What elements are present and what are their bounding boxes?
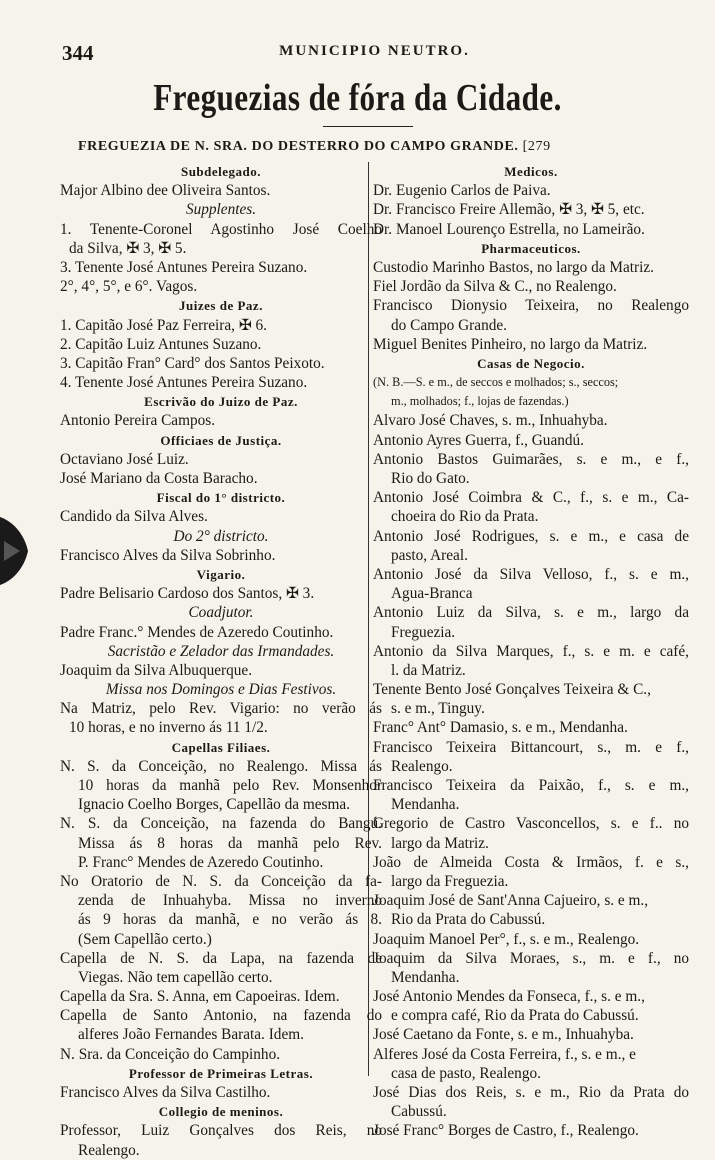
section-heading-text: FREGUEZIA DE N. SRA. DO DESTERRO DO CAMPO GRANDE. bbox=[78, 139, 519, 154]
left-column-line: 3. Tenente José Antunes Pereira Suzano. bbox=[60, 258, 308, 276]
left-column-line: Sacristão e Zelador das Irmandades. bbox=[107, 642, 335, 660]
right-column-line: Francisco Teixeira Bittancourt, s., m. e f., bbox=[373, 738, 689, 756]
right-column-line: Joaquim da Silva Moraes, s., m. e f., no bbox=[373, 949, 689, 967]
right-column-line: Franc° Ant° Damasio, s. e m., Mendanha. bbox=[373, 719, 628, 737]
right-column-line: m., molhados; f., lojas de fazendas.) bbox=[391, 394, 569, 409]
left-column-heading: Professor de Primeiras Letras. bbox=[128, 1065, 314, 1081]
right-column-line: Antonio José Coimbra & C., f., s. e m., Ca- bbox=[373, 489, 689, 507]
right-column-line: João de Almeida Costa & Irmãos, f. e s., bbox=[373, 853, 689, 871]
left-column-heading: Subdelegado. bbox=[180, 164, 262, 179]
right-column-line: Joaquim Manoel Per°, f., s. e m., Realengo. bbox=[373, 930, 640, 948]
right-column-line: choeira do Rio da Prata. bbox=[391, 508, 539, 526]
right-column-line: largo da Matriz. bbox=[391, 834, 489, 852]
right-column-line: largo da Freguezia. bbox=[391, 872, 509, 890]
left-column-line: Padre Belisario Cardoso dos Santos, ✠ 3. bbox=[60, 585, 315, 603]
left-column bbox=[60, 162, 382, 1160]
right-column-heading: Medicos. bbox=[504, 164, 558, 179]
right-column-line: Antonio José Rodrigues, s. e m., e casa de bbox=[373, 527, 689, 545]
left-column-line: 3. Capitão Fran° Card° dos Santos Peixoto. bbox=[60, 354, 325, 372]
right-column-line: Rio da Prata do Cabussú. bbox=[391, 911, 546, 929]
right-column-line: Antonio José da Silva Velloso, f., s. e m., bbox=[373, 565, 689, 583]
right-column-line: Realengo. bbox=[391, 757, 453, 775]
left-column-line: Ignacio Coelho Borges, Capellão da mesma. bbox=[78, 796, 351, 814]
left-column-line: Capella da Sra. S. Anna, em Capoeiras. Idem. bbox=[60, 988, 340, 1006]
right-column-line: Agua-Branca bbox=[391, 585, 473, 603]
left-column-line: P. Franc° Mendes de Azeredo Coutinho. bbox=[78, 853, 324, 871]
left-column-line: alferes João Fernandes Barata. Idem. bbox=[78, 1026, 304, 1044]
right-column-line: Alferes José da Costa Ferreira, f., s. e m., e bbox=[373, 1045, 636, 1063]
right-column-line: Joaquim José de Sant'Anna Cajueiro, s. e m., bbox=[373, 892, 649, 910]
right-column-line: Alvaro José Chaves, s. m., Inhuahyba. bbox=[373, 412, 608, 430]
left-column-heading: Escrivão do Juizo de Paz. bbox=[144, 394, 298, 410]
left-column-line: 4. Tenente José Antunes Pereira Suzano. bbox=[60, 374, 308, 392]
right-column-line: José Caetano da Fonte, s. e m., Inhuahyba. bbox=[373, 1026, 634, 1044]
title-rule bbox=[323, 126, 413, 127]
left-column-line: zenda de Inhuahyba. Missa no inverno bbox=[78, 892, 382, 910]
right-column-heading: Pharmaceuticos. bbox=[481, 240, 581, 256]
right-column-line: Dr. Manoel Lourenço Estrella, no Lameirão. bbox=[373, 220, 645, 238]
left-column-line: ás 9 horas da manhã, e no verão ás 8. bbox=[78, 911, 382, 929]
left-column-line: 10 horas, e no inverno ás 11 1/2. bbox=[69, 719, 268, 737]
left-column-line: N. S. da Conceição, no Realengo. Missa ás bbox=[60, 757, 382, 775]
right-column-line: pasto, Areal. bbox=[391, 546, 468, 564]
left-column-line: Francisco Alves da Silva Castilho. bbox=[60, 1084, 271, 1101]
left-column-line: Professor, Luiz Gonçalves dos Reis, no bbox=[60, 1122, 382, 1140]
left-column-line: (Sem Capellão certo.) bbox=[78, 930, 212, 948]
left-column-line: Francisco Alves da Silva Sobrinho. bbox=[60, 546, 276, 564]
right-column-line: Cabussú. bbox=[391, 1103, 447, 1121]
left-column-heading: Fiscal do 1° districto. bbox=[156, 490, 286, 506]
binding-ink-blot bbox=[0, 511, 36, 591]
running-header bbox=[62, 41, 687, 65]
right-column-line: Gregorio de Castro Vasconcellos, s. e f.. no bbox=[373, 815, 689, 833]
left-column-line: Candido da Silva Alves. bbox=[60, 508, 208, 526]
left-column-line: Missa nos Domingos e Dias Festivos. bbox=[105, 681, 337, 699]
page-number: 344 bbox=[62, 41, 94, 65]
right-column-line: Custodio Marinho Bastos, no largo da Matriz. bbox=[373, 258, 654, 276]
left-column-heading: Vigario. bbox=[196, 566, 246, 582]
left-column-line: Antonio Pereira Campos. bbox=[60, 412, 216, 430]
left-column-heading: Officiaes de Justiça. bbox=[160, 432, 282, 448]
right-column-line: Dr. Eugenio Carlos de Paiva. bbox=[373, 182, 551, 200]
running-title: MUNICIPIO NEUTRO. bbox=[279, 43, 470, 59]
section-heading bbox=[78, 139, 698, 155]
left-column-line: Capella de N. S. da Lapa, na fazenda de bbox=[60, 949, 382, 967]
right-column-line: Fiel Jordão da Silva & C., no Realengo. bbox=[373, 278, 617, 296]
left-column-line: Coadjutor. bbox=[188, 604, 254, 622]
left-column-line: José Mariano da Costa Baracho. bbox=[60, 470, 258, 487]
left-column-line: Do 2° districto. bbox=[173, 527, 269, 545]
right-column-line: Francisco Dionysio Teixeira, no Realengo bbox=[373, 297, 689, 315]
left-column-line: 2. Capitão Luiz Antunes Suzano. bbox=[60, 335, 262, 353]
right-column-line: Francisco Teixeira da Paixão, f., s. e m., bbox=[373, 777, 689, 794]
left-column-line: Viegas. Não tem capellão certo. bbox=[78, 968, 273, 986]
right-column bbox=[373, 162, 689, 1141]
left-column-heading: Collegio de meninos. bbox=[158, 1104, 284, 1120]
right-column-line: casa de pasto, Realengo. bbox=[391, 1064, 541, 1082]
right-column-line: do Campo Grande. bbox=[391, 316, 507, 334]
left-column-heading: Capellas Filiaes. bbox=[171, 739, 271, 755]
left-column-line: Octaviano José Luiz. bbox=[60, 450, 189, 468]
left-column-line: N. S. da Conceição, na fazenda do Bangú. bbox=[60, 815, 382, 833]
right-column-heading: Casas de Negocio. bbox=[477, 355, 585, 371]
right-column-line: Miguel Benites Pinheiro, no largo da Matriz. bbox=[373, 335, 648, 353]
right-column-line: Rio do Gato. bbox=[391, 470, 470, 487]
right-column-line: Antonio da Silva Marques, f., s. e m. e café, bbox=[373, 642, 689, 660]
right-column-line: (N. B.—S. e m., de seccos e molhados; s., seccos; bbox=[373, 375, 619, 390]
right-column-line: Dr. Francisco Freire Allemão, ✠ 3, ✠ 5, etc. bbox=[373, 201, 645, 219]
left-column-line: 1. Capitão José Paz Ferreira, ✠ 6. bbox=[60, 316, 267, 334]
right-column-line: Tenente Bento José Gonçalves Teixeira & C., bbox=[373, 681, 651, 699]
section-reference: [279 bbox=[522, 139, 551, 154]
left-column-line: N. Sra. da Conceição do Campinho. bbox=[60, 1045, 281, 1063]
left-column-heading: Juizes de Paz. bbox=[179, 298, 263, 314]
left-column-line: Padre Franc.° Mendes de Azeredo Coutinho. bbox=[60, 623, 334, 641]
right-column-line: Freguezia. bbox=[391, 623, 456, 641]
right-column-line: e compra café, Rio da Prata do Cabussú. bbox=[391, 1007, 639, 1025]
left-column-line: No Oratorio de N. S. da Conceição da fa- bbox=[60, 872, 382, 890]
right-column-line: s. e m., Tinguy. bbox=[391, 700, 485, 718]
right-column-line: José Antonio Mendes da Fonseca, f., s. e m., bbox=[373, 988, 645, 1006]
right-column-line: Antonio Luiz da Silva, s. e m., largo da bbox=[373, 604, 689, 622]
left-column-line: da Silva, ✠ 3, ✠ 5. bbox=[69, 239, 187, 257]
right-column-line: Mendanha. bbox=[391, 968, 460, 986]
left-column-line: 10 horas da manhã pelo Rev. Monsenhor bbox=[78, 777, 382, 794]
right-column-line: José Franc° Borges de Castro, f., Realengo. bbox=[373, 1122, 639, 1140]
right-column-line: l. da Matriz. bbox=[391, 661, 466, 679]
right-column-line: Antonio Bastos Guimarães, s. e m., e f., bbox=[373, 450, 689, 468]
left-column-line: Supplentes. bbox=[185, 201, 257, 219]
left-column-line: Major Albino dee Oliveira Santos. bbox=[60, 182, 271, 200]
left-column-line: Realengo. bbox=[78, 1141, 140, 1159]
left-column-line: Na Matriz, pelo Rev. Vigario: no verão ás bbox=[60, 700, 382, 718]
right-column-line: Antonio Ayres Guerra, f., Guandú. bbox=[373, 431, 585, 449]
right-column-line: Mendanha. bbox=[391, 796, 460, 814]
page-title: Freguezias de fóra da Cidade. bbox=[153, 77, 562, 119]
left-column-line: Capella de Santo Antonio, na fazenda do bbox=[60, 1007, 382, 1025]
left-column-line: Missa ás 8 horas da manhã pelo Rev. bbox=[78, 834, 382, 852]
right-column-line: José Dias dos Reis, s. e m., Rio da Prata do bbox=[373, 1084, 689, 1101]
left-column-line: Joaquim da Silva Albuquerque. bbox=[60, 661, 253, 679]
left-column-line: 1. Tenente-Coronel Agostinho José Coelho bbox=[60, 220, 382, 238]
left-column-line: 2°, 4°, 5°, e 6°. Vagos. bbox=[60, 278, 198, 296]
